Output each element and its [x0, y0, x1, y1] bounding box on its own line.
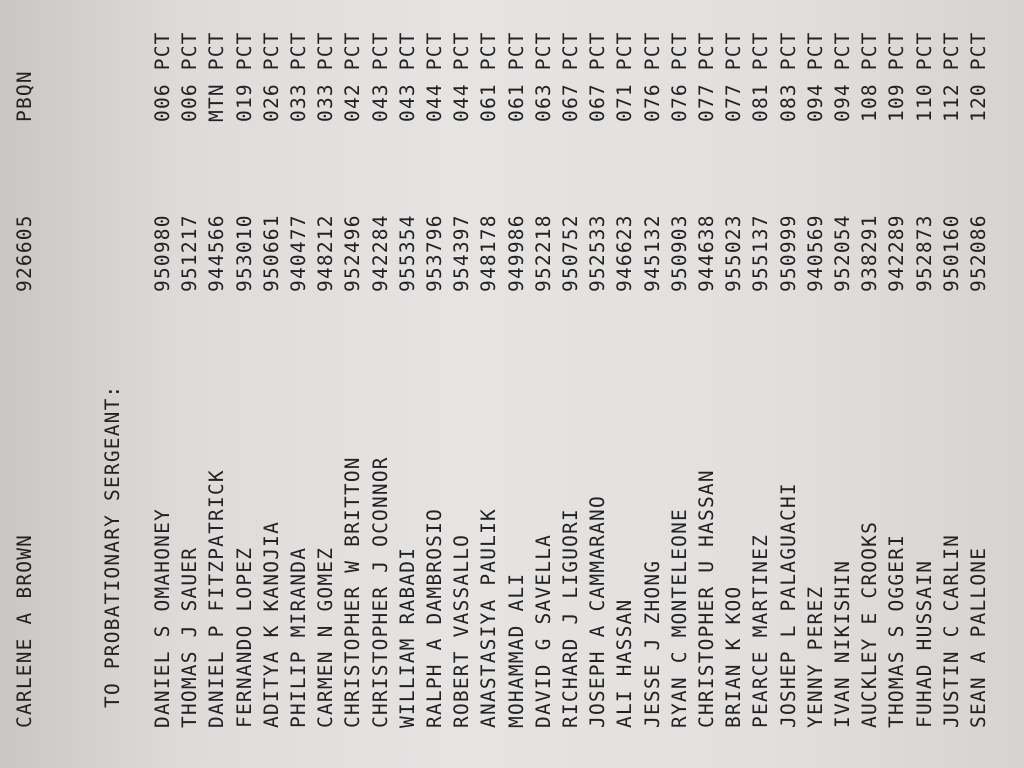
tax-number: 950999 — [776, 214, 800, 292]
tax-number: 949986 — [504, 214, 528, 292]
member-name: CHRISTOPHER J OCONNOR — [368, 456, 392, 728]
tax-number: 950160 — [939, 214, 963, 292]
member-name: JUSTIN C CARLIN — [939, 533, 963, 728]
command: 120 PCT — [967, 31, 990, 122]
member-name: JOSEPH A CAMMARANO — [586, 495, 610, 728]
tax-number: 950980 — [151, 214, 174, 292]
command: MTN PCT — [205, 31, 229, 122]
command: 067 PCT — [586, 31, 610, 122]
tax-number: 952873 — [912, 214, 936, 292]
member-name: MOHAMMAD ALI — [504, 572, 528, 728]
tax-number: 951217 — [178, 214, 202, 292]
member-name: RICHARD J LIGUORI — [559, 508, 582, 728]
command: 077 PCT — [722, 31, 746, 122]
member-name: RALPH A DAMBROSIO — [423, 508, 446, 728]
member-name: PEARCE MARTINEZ — [749, 533, 773, 728]
tax-number: 952054 — [831, 214, 854, 292]
section-title: TO PROBATIONARY SERGEANT: — [101, 384, 124, 708]
tax-number: 955354 — [395, 214, 419, 292]
member-name: SEAN A PALLONE — [967, 546, 990, 728]
command: 042 PCT — [341, 31, 365, 122]
tax-number: 953010 — [232, 214, 256, 292]
command: 061 PCT — [504, 31, 528, 122]
command: 063 PCT — [531, 31, 555, 122]
member-name: ADITYA K KANOJIA — [259, 520, 283, 728]
command: 061 PCT — [477, 31, 501, 122]
tax-number: 946623 — [613, 214, 637, 292]
command: 043 PCT — [368, 31, 392, 122]
member-name: WILLIAM RABADI — [395, 546, 419, 728]
member-name: JESSE J ZHONG — [640, 559, 664, 728]
tax-number: 953796 — [423, 214, 446, 292]
command: 109 PCT — [885, 31, 909, 122]
tax-number: 940569 — [803, 214, 827, 292]
member-name: DANIEL P FITZPATRICK — [205, 469, 229, 728]
member-name: CARMEN N GOMEZ — [314, 546, 338, 728]
member-name: CHRISTOPHER W BRITTON — [341, 456, 365, 728]
tax-number: 938291 — [858, 214, 882, 292]
tax-number: 955137 — [749, 214, 773, 292]
command: 026 PCT — [259, 31, 283, 122]
tax-number: 952496 — [341, 214, 365, 292]
tax-number: 948212 — [314, 214, 338, 292]
tax-number: 945132 — [640, 214, 664, 292]
member-name: AUCKLEY E CROOKS — [858, 520, 882, 728]
member-name: FERNANDO LOPEZ — [232, 546, 256, 728]
member-name: PHILIP MIRANDA — [287, 546, 310, 728]
member-name: DANIEL S OMAHONEY — [151, 508, 174, 728]
tax-number: 950752 — [559, 214, 582, 292]
tax-number: 942284 — [368, 214, 392, 292]
member-name: RYAN C MONTELEONE — [667, 508, 691, 728]
tax-number: 954397 — [450, 214, 474, 292]
command: 110 PCT — [912, 31, 936, 122]
member-name: BRIAN K KOO — [722, 585, 746, 728]
command: 081 PCT — [749, 31, 773, 122]
command: 076 PCT — [640, 31, 664, 122]
member-name: THOMAS J SAUER — [178, 546, 202, 728]
command: 094 PCT — [831, 31, 854, 122]
header-name: CARLENE A BROWN — [13, 533, 36, 728]
tax-number: 948178 — [477, 214, 501, 292]
tax-number: 952533 — [586, 214, 610, 292]
tax-number: 952086 — [967, 214, 990, 292]
tax-number: 942289 — [885, 214, 909, 292]
member-name: CHRISTOPHER U HASSAN — [695, 469, 718, 728]
tax-number: 950903 — [667, 214, 691, 292]
member-name: FUHAD HUSSAIN — [912, 559, 936, 728]
member-name: ALI HASSAN — [613, 598, 637, 728]
member-name: ANASTASIYA PAULIK — [477, 508, 501, 728]
member-name: IVAN NIKISHIN — [831, 559, 854, 728]
command: 044 PCT — [423, 31, 446, 122]
tax-number: 952218 — [531, 214, 555, 292]
command: 112 PCT — [939, 31, 963, 122]
header-number: 926605 — [13, 214, 36, 292]
member-name: YENNY PEREZ — [803, 585, 827, 728]
command: 019 PCT — [232, 31, 256, 122]
command: 108 PCT — [858, 31, 882, 122]
command: 071 PCT — [613, 31, 637, 122]
tax-number: 944638 — [695, 214, 718, 292]
command: 094 PCT — [803, 31, 827, 122]
tax-number: 950661 — [259, 214, 283, 292]
member-name: ROBERT VASSALLO — [450, 533, 474, 728]
command: 006 PCT — [178, 31, 202, 122]
tax-number: 944566 — [205, 214, 229, 292]
command: 033 PCT — [287, 31, 310, 122]
command: 077 PCT — [695, 31, 718, 122]
command: 033 PCT — [314, 31, 338, 122]
command: 067 PCT — [559, 31, 582, 122]
command: 076 PCT — [667, 31, 691, 122]
command: 043 PCT — [395, 31, 419, 122]
tax-number: 955023 — [722, 214, 746, 292]
member-name: THOMAS S OGGERI — [885, 533, 909, 728]
header-command: PBQN — [13, 70, 36, 122]
tax-number: 940477 — [287, 214, 310, 292]
command: 006 PCT — [151, 31, 174, 122]
command: 083 PCT — [776, 31, 800, 122]
command: 044 PCT — [450, 31, 474, 122]
member-name: JOSHEP L PALAGUACHI — [776, 482, 800, 728]
member-name: DAVID G SAVELLA — [531, 533, 555, 728]
